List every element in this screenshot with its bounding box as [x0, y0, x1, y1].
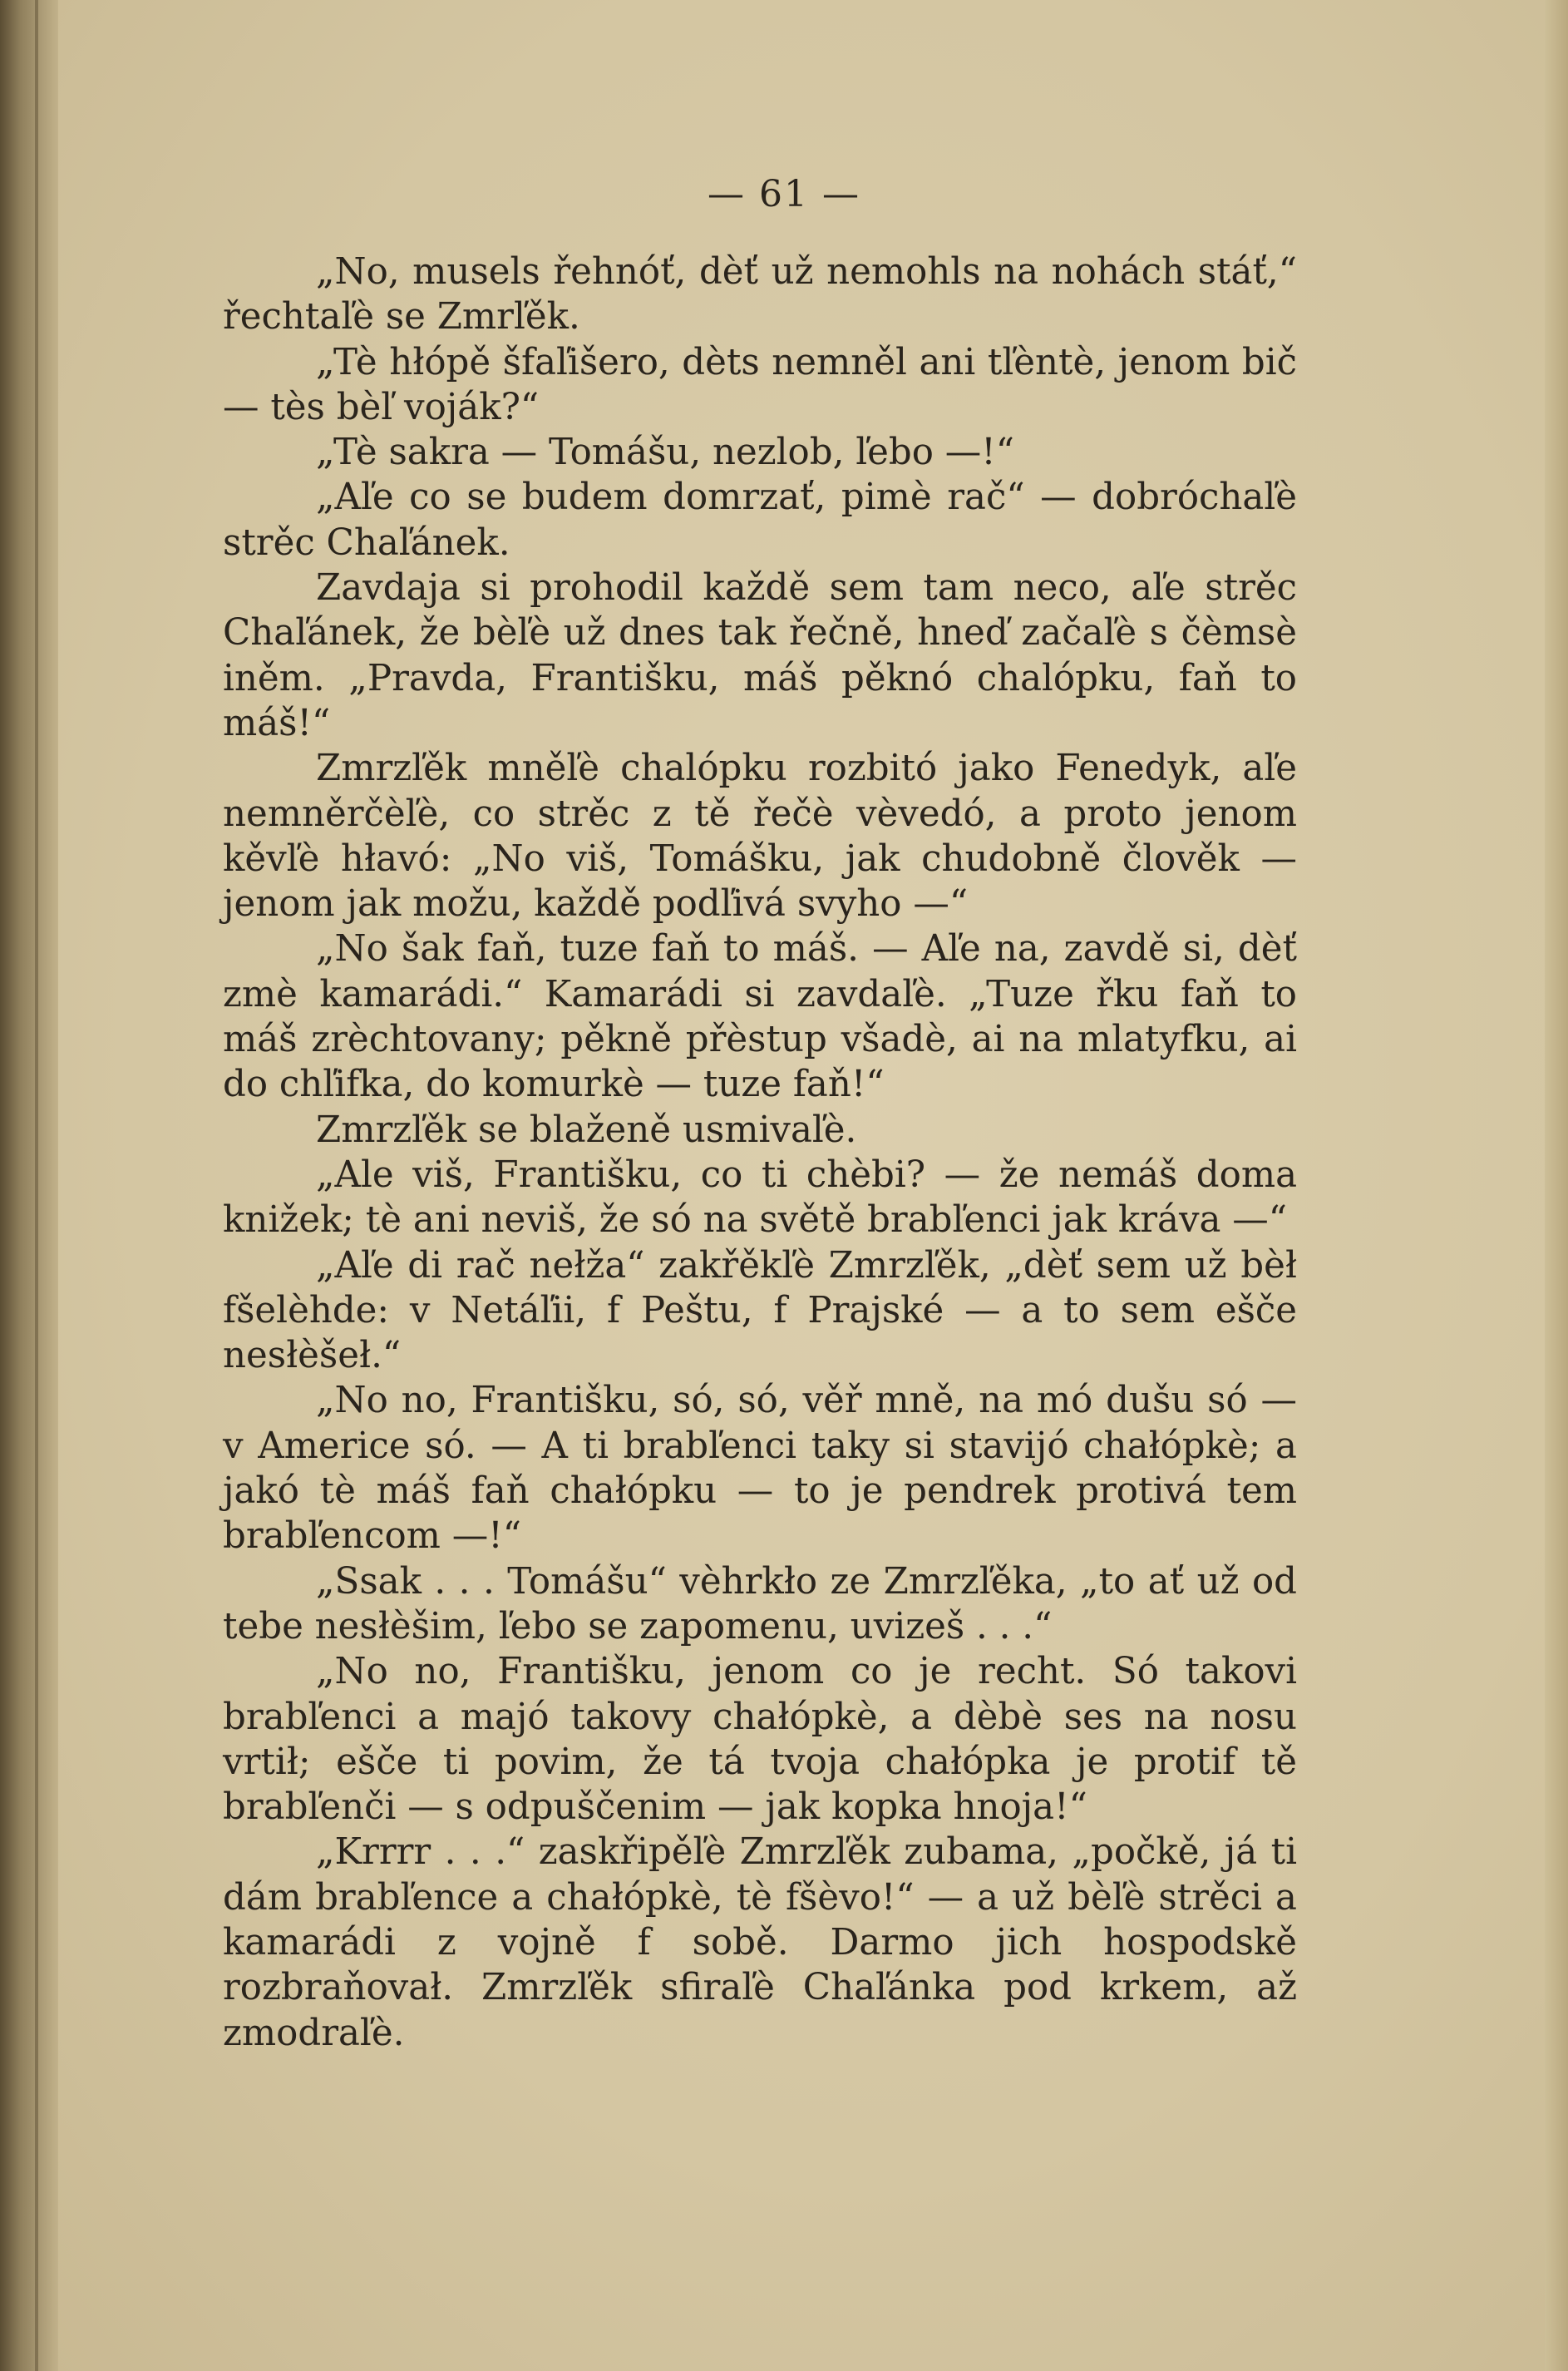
paragraph: „Krrrr . . .“ zaskřipěľè Zmrzľěk zubama, „počkě, já ti dám brabľence a chałópkè, tè fšèvo!“ — a už bèľè strěci a kamarádi z vojně f sobě. Darmo jich hospodskě rozbraňovał. Zmrzľěk sfiraľè Chaľánka pod krkem, až zmodraľè. [223, 1831, 1297, 2054]
paragraph: „No šak faň, tuze faň to máš. — Aľe na, zavdě si, dèť zmè kamarádi.“ Kamarádi si zavdaľè. „Tuze řku faň to máš zrèchtovany; pěkně přèstup všadè, ai na mlatyfku, ai do chľifka, do komurkè — tuze faň!“ [223, 928, 1297, 1106]
paragraph: „Tè hłópě šfaľišero, dèts nemněl ani tľèntè, jenom bič — tès bèľ voják?“ [223, 341, 1297, 428]
paragraph: „Aľe co se budem domrzať, pimè rač“ — dobróchaľè strěc Chaľánek. [223, 477, 1297, 564]
body-text [223, 249, 1297, 2056]
page-edge [1545, 0, 1568, 2371]
paragraph: „Tè sakra — Tomášu, nezlob, ľebo —!“ [316, 432, 1014, 474]
paragraph: „No no, Františku, só, só, věř mně, na mó dušu só — v Americe só. — A ti brabľenci taky si stavijó chałópkè; a jakó tè máš faň chałópku — to je pendrek protivá tem brabľencom —!“ [223, 1380, 1297, 1558]
book-spine-shadow [0, 0, 58, 2371]
paragraph: „Ale viš, Františku, co ti chèbi? — že nemáš doma knižek; tè ani neviš, že só na světě brabľenci jak kráva —“ [223, 1153, 1297, 1242]
paragraph: „Ssak . . . Tomášu“ vèhrkło ze Zmrzľěka, „to ať už od tebe nesłèšim, ľebo se zapomenu, uvizeš . . .“ [223, 1560, 1297, 1647]
paragraph: „No, musels řehnóť, dèť už nemohls na nohách stáť,“ řechtaľè se Zmrľěk. [223, 251, 1297, 338]
page-number: — 61 — [708, 173, 860, 215]
paragraph: „Aľe di rač nełža“ zakřěkľè Zmrzľěk, „dèť sem už bèł fšelèhde: v Netáľii, f Peštu, f Prajské — a to sem ešče nesłèšeł.“ [223, 1244, 1297, 1377]
paragraph: Zmrzľěk se blaženě usmivaľè. [316, 1109, 857, 1151]
paragraph: Zavdaja si prohodil každě sem tam neco, aľe strěc Chaľánek, že bèľè už dnes tak řečně, hneď začaľè s čèmsè iněm. „Pravda, Františku, máš pěknó chalópku, faň to máš!“ [223, 567, 1297, 744]
paragraph: „No no, Františku, jenom co je recht. Só takovi brabľenci a majó takovy chałópkè, a dèbè ses na nosu vrtił; ešče ti povim, že tá tvoja chałópka je protif tě brabľenči — s odpuščenim — jak kopka hnoja!“ [223, 1651, 1297, 1829]
paragraph: Zmrzľěk mněľè chalópku rozbitó jako Fenedyk, aľe nemněrčèľè, co strěc z tě řečè vèvedó, a proto jenom kěvľè hłavó: „No viš, Tomášku, jak chudobně člověk — jenom jak možu, každě podľivá svyho —“ [223, 748, 1297, 926]
book-spine-line [35, 0, 38, 2371]
